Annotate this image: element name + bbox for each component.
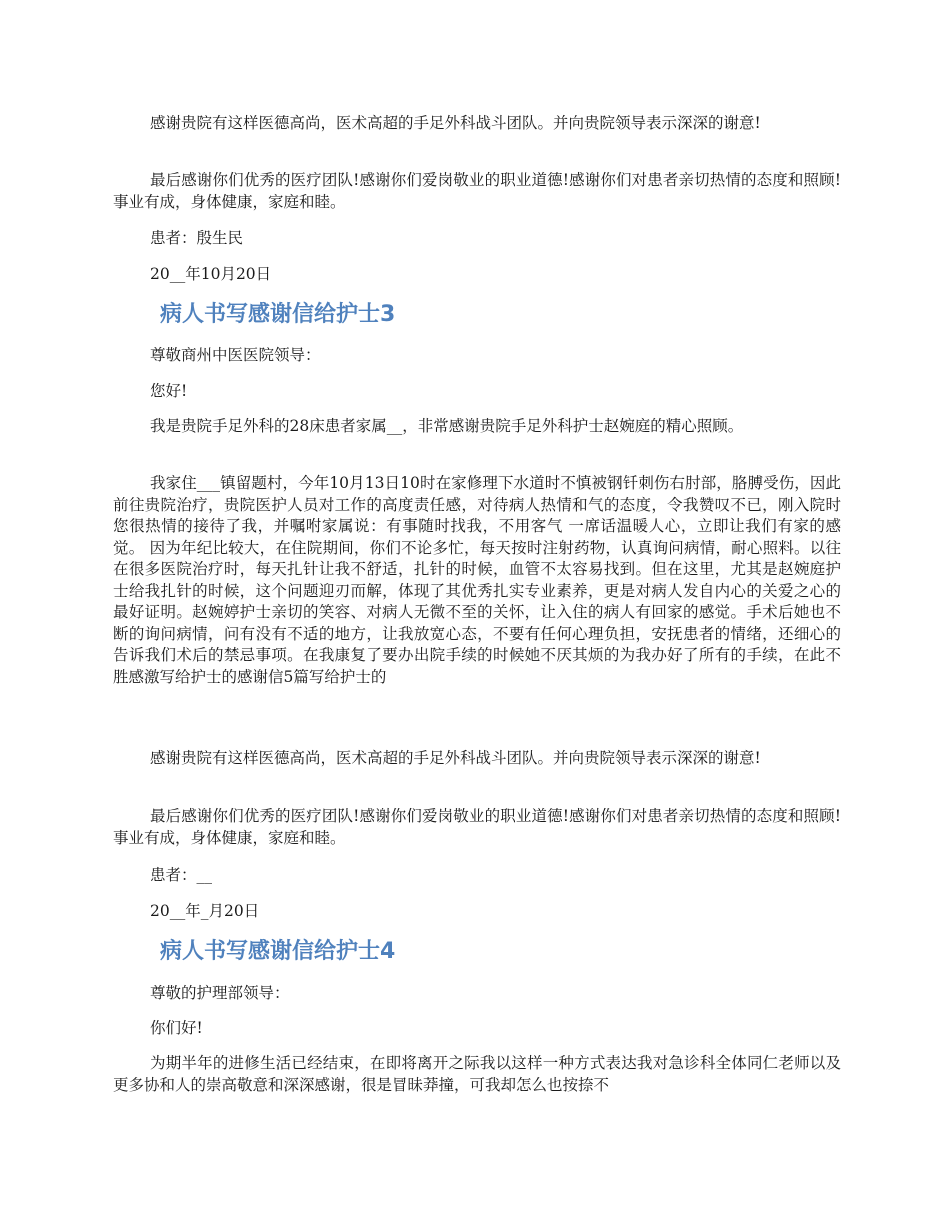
letter-date: 20__年_月20日 (150, 902, 260, 920)
paragraph: 我家住___镇留题村，今年10月13日10时在家修理下水道时不慎被钢钎刺伤右肘部，胳膊受伤，因此前往贵院治疗，贵院医护人员对工作的高度责任感，对待病人热情和气的态度，令我赞叹不已，刚入院时您很热情的接待了我，并嘱咐家属说：有事随时找我，不用客气 一席话温暖人心，立即让我们有家的感觉。 因为年纪比较大，在住院期间，你们不论多忙，每天按时注射药物，认真询问病情，耐心照料。以往在很多医院治疗时，每天扎针让我不舒适，扎针的时候，血管不太容易找到。但在这里，尤其是赵婉庭护士给我扎针的时候，这个问题迎刃而解，体现了其优秀扎实专业素养，更是对病人发自内心的关爱之心的最好证明。赵婉婷护士亲切的笑容、对病人无微不至的关怀，让入住的病人有回家的感觉。手术后她也不断的询问病情，问有没有不适的地方，让我放宽心态，不要有任何心理负担，安抚患者的情绪，还细心的告诉我们术后的禁忌事项。在我康复了要办出院手续的时候她不厌其烦的为我办好了所有的手续，在此不胜感激写给护士的感谢信5篇写给护士的 (113, 474, 841, 686)
section-heading: 病人书写感谢信给护士4 (160, 939, 396, 964)
patient-signature: 患者：殷生民 (150, 229, 244, 247)
salutation: 尊敬的护理部领导： (150, 984, 290, 1002)
paragraph: 我是贵院手足外科的28床患者家属__，非常感谢贵院手足外科护士赵婉庭的精心照顾。 (150, 417, 744, 435)
paragraph: 最后感谢你们优秀的医疗团队!感谢你们爱岗敬业的职业道德!感谢你们对患者亲切热情的态度和照顾!事业有成，身体健康，家庭和睦。 (113, 807, 841, 847)
greeting: 您好! (150, 382, 188, 400)
patient-signature: 患者：__ (150, 866, 213, 884)
paragraph: 为期半年的进修生活已经结束，在即将离开之际我以这样一种方式表达我对急诊科全体同仁老师以及更多协和人的崇高敬意和深深感谢，很是冒昧莽撞，可我却怎么也按捺不 (113, 1054, 841, 1094)
paragraph: 感谢贵院有这样医德高尚，医术高超的手足外科战斗团队。并向贵院领导表示深深的谢意! (150, 114, 761, 132)
letter-date: 20__年10月20日 (150, 265, 272, 283)
paragraph: 最后感谢你们优秀的医疗团队!感谢你们爱岗敬业的职业道德!感谢你们对患者亲切热情的态度和照顾!事业有成，身体健康，家庭和睦。 (113, 171, 841, 211)
paragraph: 感谢贵院有这样医德高尚，医术高超的手足外科战斗团队。并向贵院领导表示深深的谢意! (150, 749, 761, 767)
salutation: 尊敬商州中医医院领导： (150, 346, 321, 364)
section-heading: 病人书写感谢信给护士3 (160, 302, 396, 327)
greeting: 你们好! (150, 1019, 203, 1037)
